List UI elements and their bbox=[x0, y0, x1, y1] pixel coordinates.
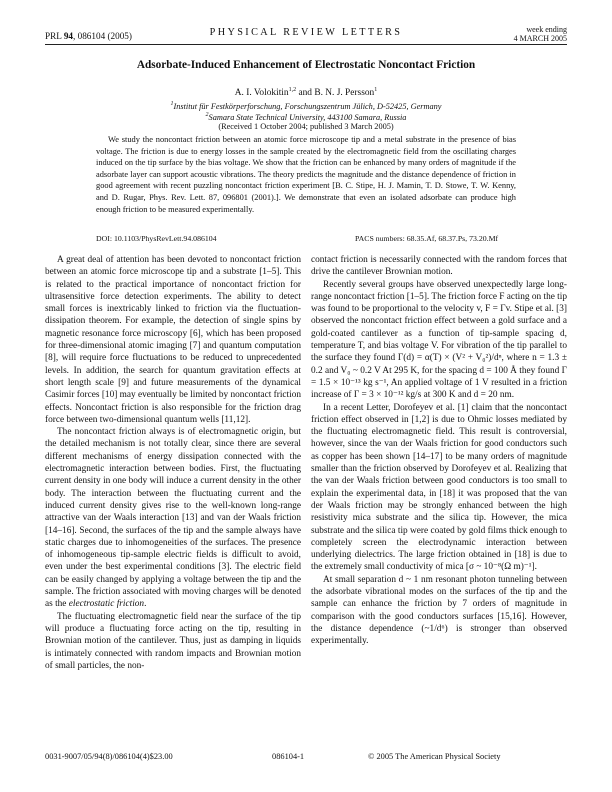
paragraph: A great deal of attention has been devoted to noncontact friction between an atomic force microscope tip and a substrate [1–5]. This is related to the practical importance of noncontact friction for ultrasensitive force detection experiments. The ability to detect small forces is inextricably linked to friction via the fluctuation-dissipation theorem. For example, the detection of single spins by magnetic resonance force microscopy [6], which has been proposed for three-dimensional atomic imaging [7] and quantum computation [8], will require force fluctuations to be reduced to unprecedented levels. In addition, the search for quantum gravitation effects at short length scale [9] and future measurements of the dynamical Casimir forces [10] may eventually be limited by noncontact friction effects. Noncontact friction is also responsible for the friction drag force between two-dimensional quantum wells [11,12]. bbox=[45, 255, 301, 425]
journal-name: PHYSICAL REVIEW LETTERS bbox=[209, 27, 403, 38]
affiliation-marker: 1 bbox=[170, 101, 174, 107]
affiliation-1 bbox=[45, 101, 567, 111]
pacs-numbers: PACS numbers: 68.35.Af, 68.37.Ps, 73.20.Mf bbox=[355, 234, 499, 243]
author-list bbox=[45, 87, 567, 98]
author-1: A. I. Volokitin bbox=[234, 88, 289, 99]
received-dates: (Received 1 October 2004; published 3 March 2005) bbox=[218, 122, 394, 131]
paragraph-text: The noncontact friction always is of electromagnetic origin, but the detailed mechanism is not totally clear, since there are several different mechanisms of energy dissipation connected with the electromagnetic interaction between bodies. First, the fluctuating current density in one body will induce a current density in the other body. The interaction between the fluctuating current and the induced current density gives rise to the well-known long-range attractive van der Waals interaction [13] and van der Waals friction [14–16]. Second, the surfaces of the tip and the sample always have static charges due to inhomogeneities of the surfaces. The presence of inhomogeneous tip-sample electric fields is difficult to avoid, even under the best experimental conditions [3]. The electric field can be easily changed by applying a voltage between the tip and the sample. The friction associated with moving charges will be denoted as the bbox=[45, 427, 301, 610]
header-rule bbox=[45, 44, 567, 45]
affiliation-2 bbox=[45, 112, 567, 122]
journal-abbrev: PRL bbox=[45, 31, 62, 41]
author-1-affil: 1,2 bbox=[288, 87, 297, 93]
body-column-right bbox=[311, 254, 567, 648]
doi-link[interactable]: DOI: 10.1103/PhysRevLett.94.086104 bbox=[96, 234, 217, 243]
abstract: We study the noncontact friction between an atomic force microscope tip and a metal substrate in the presence of bias voltage. The friction is due to energy losses in the sample created by the electromagnetic field from the oscillating charges induced on the tip surface by the bias voltage. We show that the friction can be enhanced by many orders of magnitude if the adsorbate layer can support acoustic vibrations. The theory predicts the magnitude and the distance dependence of friction in good agreement with recent puzzling noncontact friction experiment [B. C. Stipe, H. J. Mamin, T. D. Stowe, T. W. Kenny, and D. Rugar, Phys. Rev. Lett. 87, 096801 (2001).]. We demonstrate that even an isolated adsorbate can produce high enough friction to be measured experimentally. bbox=[96, 135, 516, 214]
author-2-affil: 1 bbox=[374, 87, 378, 93]
article-number: , 086104 (2005) bbox=[73, 31, 132, 41]
affiliation-text: Samara State Technical University, 443100 Samara, Russia bbox=[208, 112, 407, 122]
footer-code: 0031-9007/05/94(8)/086104(4)$23.00 bbox=[45, 752, 173, 761]
article-title: Adsorbate-Induced Enhancement of Electrostatic Noncontact Friction bbox=[136, 59, 476, 71]
author-2: B. N. J. Persson bbox=[314, 88, 375, 99]
paragraph: contact friction is necessarily connected with the random forces that drive the cantilever Brownian motion. bbox=[311, 255, 567, 278]
week-date: 4 MARCH 2005 bbox=[513, 34, 567, 43]
body-column-left bbox=[45, 254, 301, 672]
footer-copyright: © 2005 The American Physical Society bbox=[368, 752, 501, 761]
paragraph: In a recent Letter, Dorofeyev et al. [1] claim that the noncontact friction effect observed in [1,2] is due to Ohmic losses mediated by the fluctuating electromagnetic field. This result is controversial, however, since the van der Waals friction for good conductors such as copper has been shown [14–17] to be many orders of magnitude smaller than the friction observed by Dorofeyev et al. Realizing that the van der Waals friction between good conductors is too small to explain the experimental data, in [18] it was proposed that the van der Waals friction may be strongly enhanced between the high resistivity mica substrate and the silica tip. However, the mica substrate and the silica tip were coated by gold films thick enough to completely screen the electrodynamic interaction between underlying dielectrics. The large friction obtained in [18] is due to the extremely small conductivity of mica [σ ~ 10⁻⁸(Ω m)⁻¹]. bbox=[311, 402, 567, 573]
volume: 94 bbox=[63, 31, 73, 41]
footer-page-number: 086104-1 bbox=[272, 752, 305, 761]
affiliation-text: Institut für Festkörperforschung, Forschungszentrum Jülich, D-52425, Germany bbox=[173, 101, 442, 111]
affiliation-marker: 2 bbox=[205, 112, 209, 118]
paragraph: At small separation d ~ 1 nm resonant photon tunneling between the adsorbate vibrational modes on the surfaces of the tip and the sample can enhance the friction by 7 orders of magnitude in comparison with the good conductors surfaces [15,16]. However, the distance dependence (~1/d⁶) is stronger than observed experimentally. bbox=[311, 574, 567, 647]
emphasis-term: electrostatic friction bbox=[68, 599, 145, 610]
issue-date bbox=[514, 25, 567, 43]
paragraph: The fluctuating electromagnetic field near the surface of the tip will produce a fluctuating force acting on the tip, resulting in Brownian motion of the cantilever. Thus, just as damping in liquids is intimately connected with random impacts and Brownian motion of small particles, the non- bbox=[45, 611, 301, 671]
week-label: week ending bbox=[526, 25, 567, 34]
paragraph-text: . bbox=[144, 599, 147, 610]
paragraph: Recently several groups have observed unexpectedly large long-range noncontact friction [1–5]. The friction force F acting on the tip was found to be proportional to the velocity v, F = Γv. Stipe et al. [3] observed the noncontact friction effect between a gold surface and a gold-coated cantilever as a function of tip-sample spacing d, temperature T, and bias voltage V. For vibration of the tip parallel to the surface they found Γ(d) = α(T) × (V² + V₀²)/dⁿ, where n = 1.3 ± 0.2 and V₀ ~ 0.2 V At 295 K, for the spacing d = 100 Å they found Γ = 1.5 × 10⁻¹³ kg s⁻¹, An applied voltage of 1 V resulted in a friction increase of Γ = 3 × 10⁻¹² kg/s at 300 K and d = 20 nm. bbox=[311, 279, 567, 401]
running-header-citation bbox=[45, 31, 132, 41]
author-separator: and bbox=[296, 88, 315, 99]
paragraph bbox=[45, 426, 301, 610]
